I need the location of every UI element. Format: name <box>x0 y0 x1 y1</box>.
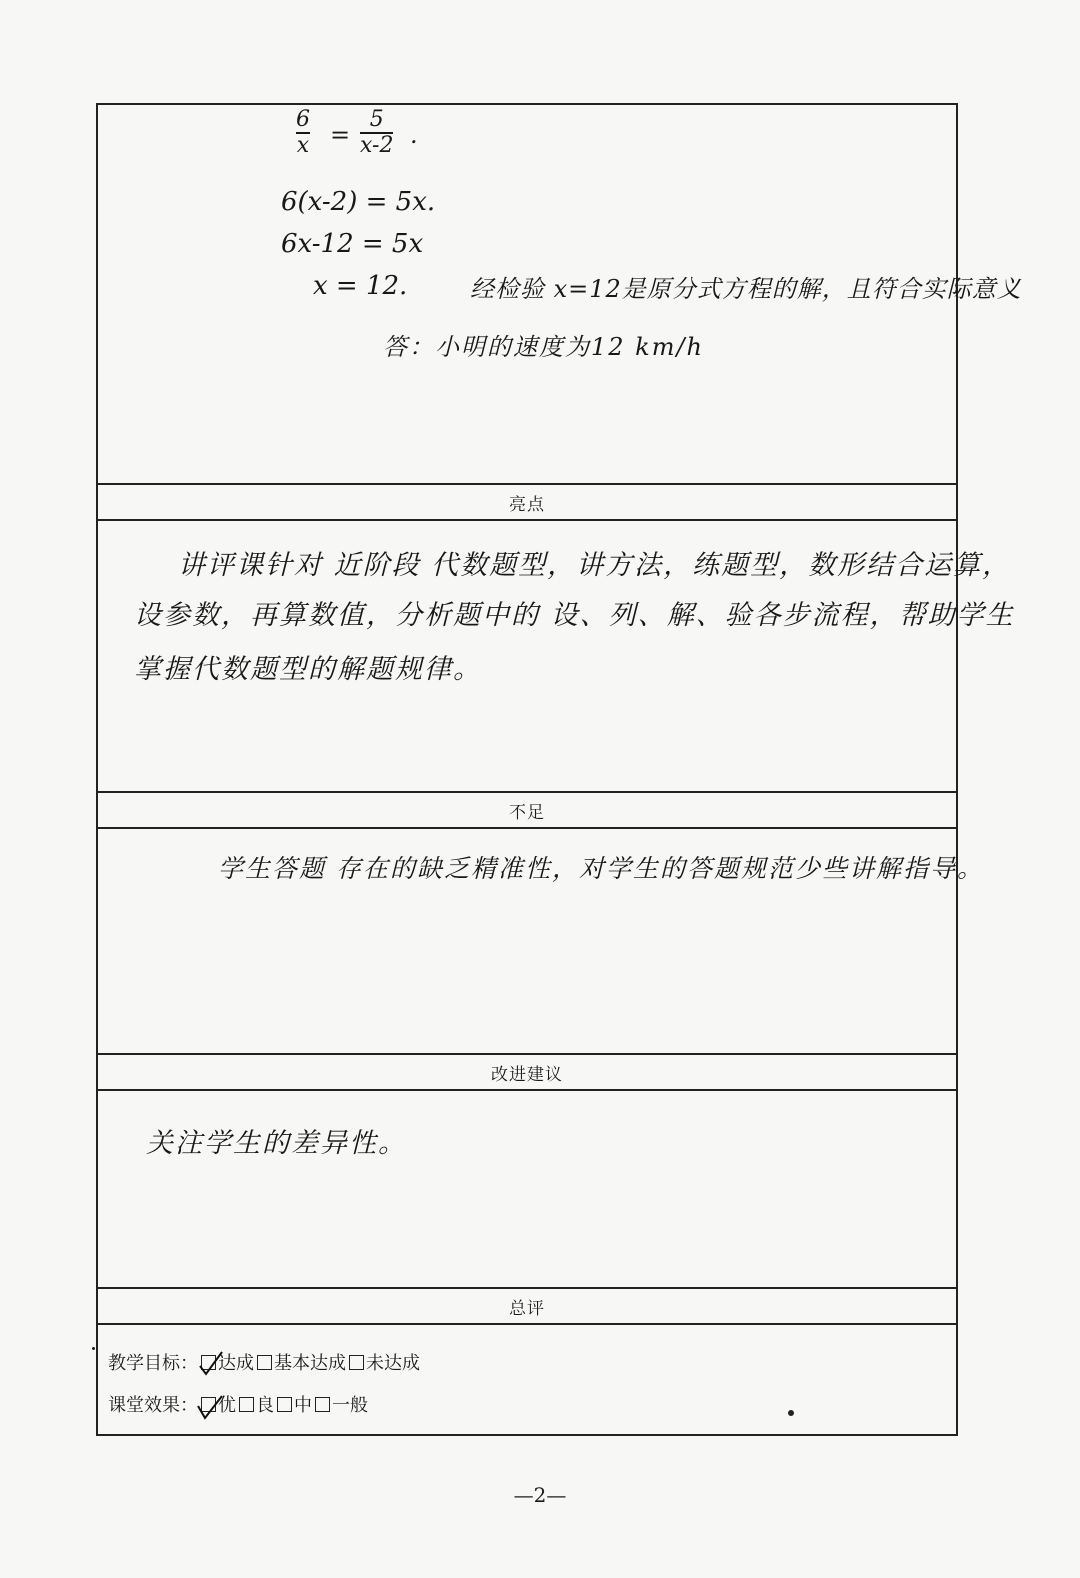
weakness-header <box>98 791 956 827</box>
class-effect-label: 课堂效果： <box>108 1395 198 1416</box>
highlights-line-1: 讲评课针对 近阶段 代数题型，讲方法，练题型，数形结合运算， <box>178 550 1012 581</box>
solution-step-1: 6(x-2) = 5x. <box>281 187 436 217</box>
highlights-header-label: 亮点 <box>509 494 545 515</box>
solution-area <box>98 105 1022 483</box>
equals-sign: = <box>330 121 351 149</box>
checkmark-icon <box>196 1350 224 1378</box>
fraction-right-denominator: x-2 <box>360 133 394 158</box>
effect-option-medium: 中 <box>294 1395 312 1416</box>
checkmark-icon <box>196 1392 224 1420</box>
effect-option-average: 一般 <box>332 1395 368 1416</box>
effect-option-excellent: 优 <box>218 1395 236 1416</box>
fraction-right-numerator: 5 <box>369 107 384 132</box>
goal-checkbox-achieved[interactable] <box>201 1355 216 1370</box>
page-number: —2— <box>513 1483 567 1507</box>
goal-checkbox-basic[interactable] <box>257 1355 272 1370</box>
highlights-header <box>98 483 956 519</box>
lesson-evaluation-table <box>96 103 1022 1436</box>
solution-step-3: x = 12. <box>313 271 408 301</box>
teaching-goal-line <box>108 1349 420 1375</box>
goal-option-basic: 基本达成 <box>274 1353 346 1374</box>
ink-speck <box>92 1347 95 1350</box>
highlights-line-2: 设参数，再算数值，分析题中的 设、列、解、验各步流程，帮助学生 <box>134 600 1015 631</box>
effect-checkbox-excellent[interactable] <box>201 1397 216 1412</box>
solution-check: 经检验 x=12是原分式方程的解，且符合实际意义 <box>470 275 1022 303</box>
fraction-left-numerator: 6 <box>296 107 310 132</box>
effect-option-good: 良 <box>256 1395 274 1416</box>
teaching-goal-label: 教学目标： <box>108 1353 198 1374</box>
fraction-tail: . <box>410 121 418 149</box>
effect-checkbox-good[interactable] <box>239 1397 254 1412</box>
weakness-text: 学生答题 存在的缺乏精准性，对学生的答题规范少些讲解指导。 <box>218 854 984 883</box>
goal-checkbox-not-achieved[interactable] <box>349 1355 364 1370</box>
highlights-line-3: 掌握代数题型的解题规律。 <box>134 654 482 685</box>
solution-step-2: 6x-12 = 5x <box>281 229 424 259</box>
weakness-content <box>98 827 984 1053</box>
suggestion-content <box>98 1089 956 1287</box>
highlights-content <box>98 519 1015 791</box>
weakness-header-label: 不足 <box>509 802 545 823</box>
overall-content <box>98 1323 956 1436</box>
solution-answer: 答：小明的速度为12 km/h <box>383 333 705 361</box>
class-effect-line <box>108 1391 368 1417</box>
goal-option-achieved: 达成 <box>218 1353 254 1374</box>
fraction-left <box>296 109 310 157</box>
effect-checkbox-average[interactable] <box>315 1397 330 1412</box>
suggestion-header-label: 改进建议 <box>491 1064 563 1085</box>
suggestion-header <box>98 1053 956 1089</box>
goal-option-not-achieved: 未达成 <box>366 1353 420 1374</box>
overall-header <box>98 1287 956 1323</box>
ink-speck <box>788 1410 794 1416</box>
effect-checkbox-medium[interactable] <box>277 1397 292 1412</box>
overall-header-label: 总评 <box>509 1298 545 1319</box>
fraction-left-denominator: x <box>296 133 310 158</box>
fraction-right <box>360 109 393 157</box>
suggestion-text: 关注学生的差异性。 <box>146 1128 407 1159</box>
